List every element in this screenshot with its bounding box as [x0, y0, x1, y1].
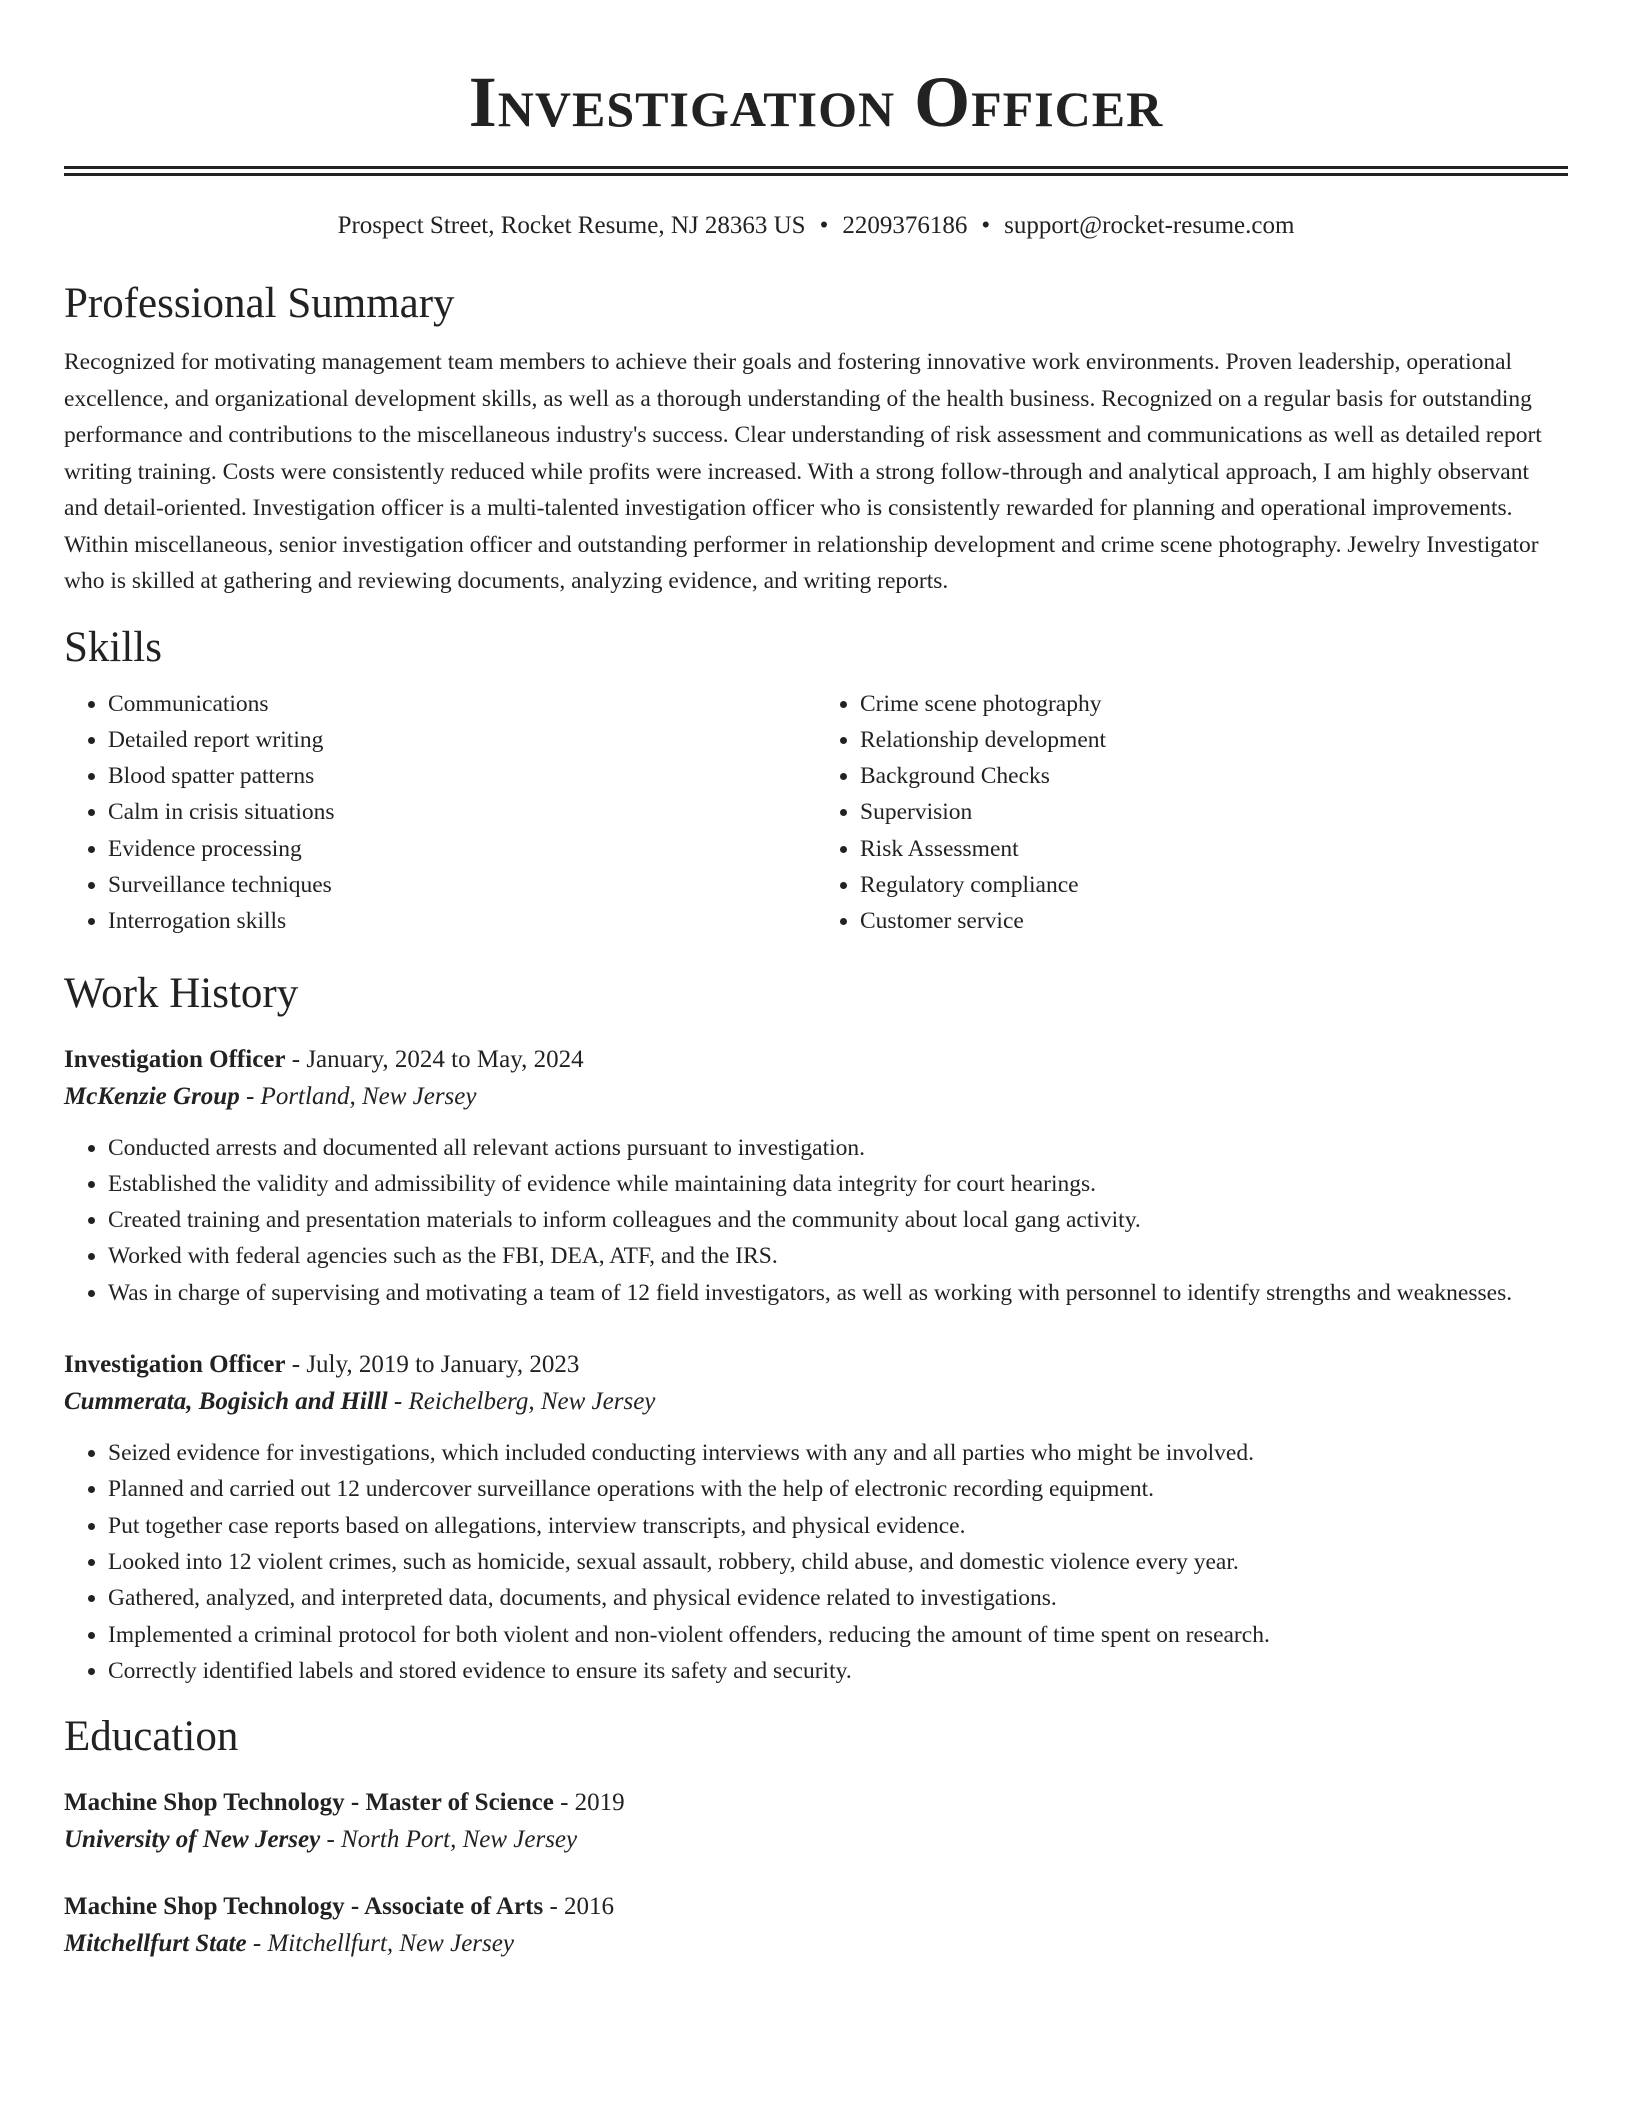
job-dash: - — [285, 1045, 307, 1073]
skill-item: • Surveillance techniques — [108, 867, 816, 903]
skill-item: • Interrogation skills — [108, 903, 816, 939]
job-title-line — [64, 1042, 1568, 1078]
education-dash: - — [553, 1789, 575, 1817]
job-bullet: • Planned and carried out 12 undercover surveillance operations with the help of electronic recording equipment. — [108, 1471, 1568, 1507]
education-school-line — [64, 1925, 1568, 1963]
education-degree-line — [64, 1785, 1568, 1821]
education-entry — [64, 1889, 1568, 1963]
job-dash: - — [387, 1388, 409, 1416]
education-degree-line — [64, 1889, 1568, 1925]
job-bullet: • Created training and presentation materials to inform colleagues and the community about local gang activity. — [108, 1202, 1568, 1238]
job-location: Portland, New Jersey — [260, 1082, 477, 1110]
contact-separator: • — [981, 212, 991, 239]
skill-item: • Supervision — [860, 794, 1568, 830]
work-history-section-title: Work History — [64, 969, 299, 1017]
skills-grid — [64, 686, 1568, 940]
education-dash: - — [246, 1930, 268, 1958]
skills-list-right — [816, 686, 1568, 940]
skill-item: • Evidence processing — [108, 831, 816, 867]
education-dash: - — [320, 1826, 342, 1854]
job-bullet: • Looked into 12 violent crimes, such as homicide, sexual assault, robbery, child abuse, and domestic violence every year. — [108, 1544, 1568, 1580]
job-dates: January, 2024 to May, 2024 — [306, 1045, 584, 1073]
job-company-line — [64, 1078, 1568, 1116]
education-entry — [64, 1785, 1568, 1859]
skill-item: • Calm in crisis situations — [108, 794, 816, 830]
job-bullet: • Conducted arrests and documented all relevant actions pursuant to investigation. — [108, 1130, 1568, 1166]
education-school: University of New Jersey — [64, 1826, 321, 1854]
education-school-line — [64, 1821, 1568, 1859]
job-bullet: • Worked with federal agencies such as the FBI, DEA, ATF, and the IRS. — [108, 1238, 1568, 1274]
education-degree: Machine Shop Technology - Master of Science — [64, 1789, 554, 1817]
skill-item: • Crime scene photography — [860, 686, 1568, 722]
skill-item: • Customer service — [860, 903, 1568, 939]
education-year: 2019 — [574, 1789, 625, 1817]
job-bullet-list — [64, 1130, 1568, 1311]
education-year: 2016 — [564, 1893, 615, 1921]
education-dash: - — [543, 1893, 565, 1921]
education-section-title: Education — [64, 1713, 239, 1761]
job-bullet-list — [64, 1435, 1568, 1689]
skill-item: • Risk Assessment — [860, 831, 1568, 867]
job-bullet: • Established the validity and admissibility of evidence while maintaining data integrity for court hearings. — [108, 1166, 1568, 1202]
job-bullet: • Gathered, analyzed, and interpreted data, documents, and physical evidence related to investigations. — [108, 1580, 1568, 1616]
job-bullet: • Put together case reports based on allegations, interview transcripts, and physical evidence. — [108, 1508, 1568, 1544]
summary-section-title: Professional Summary — [64, 280, 455, 327]
job-role: Investigation Officer — [64, 1351, 286, 1379]
contact-address: Prospect Street, Rocket Resume, NJ 28363 US — [337, 212, 806, 239]
skill-item: • Relationship development — [860, 722, 1568, 758]
job-location: Reichelberg, New Jersey — [408, 1388, 656, 1416]
header-double-rule — [64, 166, 1568, 176]
contact-separator: • — [819, 212, 829, 239]
job-entry — [64, 1347, 1568, 1689]
job-company: McKenzie Group — [64, 1082, 240, 1110]
job-company: Cummerata, Bogisich and Hilll — [64, 1388, 388, 1416]
summary-paragraph: Recognized for motivating management team members to achieve their goals and fostering innovative work environments. Proven leadership, operational excellence, and organizational development skills, as well as a thorough understanding of the health business. Recognized on a regular basis for outstanding performance and contributions to the miscellaneous industry's success. Clear understanding of risk assessment and communications as well as detailed report writing training. Costs were consistently reduced while profits were increased. With a strong follow-through and analytical approach, I am highly observant and detail-oriented. Investigation officer is a multi-talented investigation officer who is consistently rewarded for planning and operational improvements. Within miscellaneous, senior investigation officer and outstanding performer in relationship development and crime scene photography. Jewelry Investigator who is skilled at gathering and reviewing documents, analyzing evidence, and writing reports. — [64, 349, 1542, 594]
contact-line — [64, 210, 1568, 242]
skill-item: • Detailed report writing — [108, 722, 816, 758]
skill-item: • Blood spatter patterns — [108, 758, 816, 794]
job-dash: - — [285, 1351, 307, 1379]
resume-name-heading: Investigation Officer — [468, 62, 1164, 142]
job-company-line — [64, 1383, 1568, 1421]
education-location: North Port, New Jersey — [341, 1826, 578, 1854]
skills-section-title: Skills — [64, 623, 162, 671]
skill-item: • Communications — [108, 686, 816, 722]
job-dash: - — [239, 1082, 261, 1110]
contact-phone: 2209376186 — [842, 212, 968, 239]
job-bullet: • Was in charge of supervising and motivating a team of 12 field investigators, as well as working with personnel to identify strengths and weaknesses. — [108, 1275, 1568, 1311]
education-degree: Machine Shop Technology - Associate of Arts — [64, 1893, 544, 1921]
job-bullet: • Implemented a criminal protocol for both violent and non-violent offenders, reducing the amount of time spent on research. — [108, 1617, 1568, 1653]
job-role: Investigation Officer — [64, 1045, 286, 1073]
job-bullet: • Correctly identified labels and stored evidence to ensure its safety and security. — [108, 1653, 1568, 1689]
contact-email: support@rocket-resume.com — [1004, 212, 1295, 239]
job-entry — [64, 1042, 1568, 1311]
job-bullet: • Seized evidence for investigations, which included conducting interviews with any and all parties who might be involved. — [108, 1435, 1568, 1471]
job-dates: July, 2019 to January, 2023 — [306, 1351, 580, 1379]
skills-list-left — [64, 686, 816, 940]
job-title-line — [64, 1347, 1568, 1383]
skill-item: • Background Checks — [860, 758, 1568, 794]
education-school: Mitchellfurt State — [64, 1930, 247, 1958]
skill-item: • Regulatory compliance — [860, 867, 1568, 903]
education-location: Mitchellfurt, New Jersey — [267, 1930, 514, 1958]
